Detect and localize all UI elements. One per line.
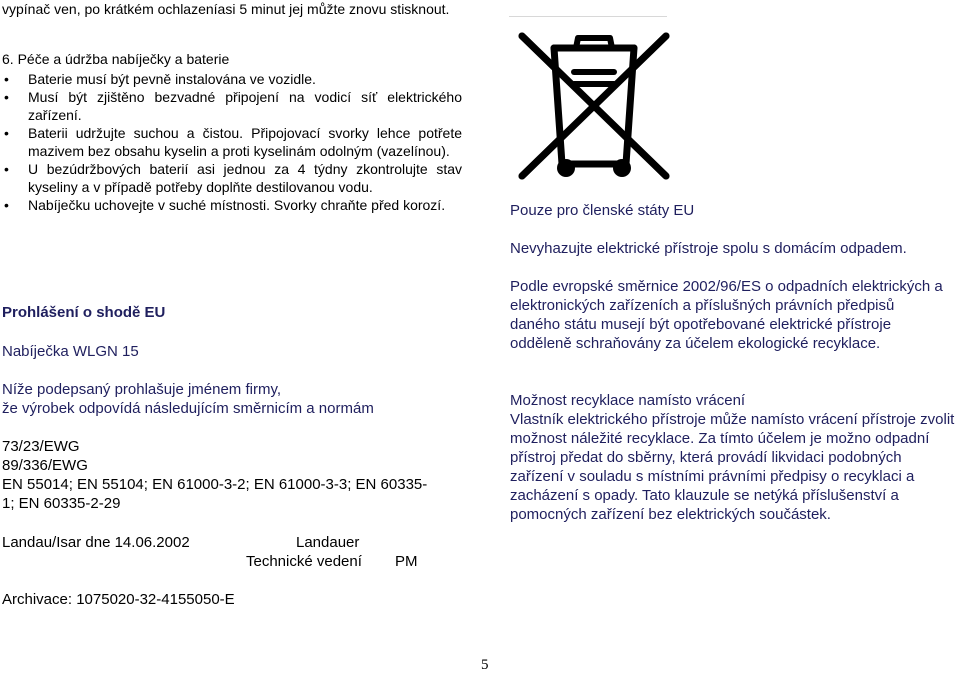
recycling-heading: Možnost recyklace namísto vrácení (510, 392, 746, 409)
archive-number: Archivace: 1075020-32-4155050-E (2, 591, 235, 608)
page-number: 5 (481, 657, 489, 673)
care-bullet-list (2, 70, 462, 214)
directive-paragraph: Podle evropské směrnice 2002/96/ES o odpadních elektrických a elektronických zařízeních a příslušných právních předpisů daného státu musejí být opotřebované elektrické přístroje odděleně schraňovány za účelem ekologické recyklace. (510, 278, 943, 352)
place-date: Landau/Isar dne 14.06.2002 (2, 534, 190, 551)
list-item: • Baterie musí být pevně instalována ve vozidle. (2, 70, 462, 88)
divider (509, 16, 667, 17)
list-item: • Musí být zjištěno bezvadné připojení na vodicí síť elektrického zařízení. (2, 88, 462, 124)
signatory-line-1: Níže podepsaný prohlašuje jménem firmy, (2, 381, 282, 398)
product-name: Nabíječka WLGN 15 (2, 343, 139, 360)
list-item: • Nabíječku uchovejte v suché místnosti. Svorky chraňte před korozí. (2, 196, 462, 214)
recycling-paragraph: Vlastník elektrického přístroje může namísto vrácení přístroje zvolit možnost náležité recyklace. Za tímto účelem je možno odpadní přístroj předat do sběrny, která provádí likvidaci podobných zařízení v souladu s místními právními předpisy o recyklaci a zacházení s opady. Tato klauzule se netýká příslušenství a pomocných zařízení bez elektrických součástek. (510, 411, 955, 523)
standards-list: EN 55014; EN 55104; EN 61000-3-2; EN 61000-3-3; EN 60335-1; EN 60335-2-29 (2, 476, 428, 512)
declaration-title: Prohlášení o shodě EU (2, 304, 166, 321)
no-household-waste-note: Nevyhazujte elektrické přístroje spolu s domácím odpadem. (510, 240, 907, 257)
intro-text: vypínač ven, po krátkém ochlazeníasi 5 minut jej můžte znovu stisknout. (2, 1, 450, 17)
directive-1: 73/23/EWG (2, 438, 80, 455)
signer-initials: PM (395, 553, 418, 570)
signatory-line-2: že výrobek odpovídá následujícím směrnicím a normám (2, 400, 374, 417)
section-heading: 6. Péče a údržba nabíječky a baterie (2, 51, 230, 67)
crossed-out-wheelie-bin-icon (518, 32, 670, 180)
signer-name: Landauer (296, 534, 360, 551)
signer-role: Technické vedení (246, 553, 362, 570)
eu-only-note: Pouze pro členské státy EU (510, 202, 695, 219)
directive-2: 89/336/EWG (2, 457, 88, 474)
list-item: • Baterii udržujte suchou a čistou. Připojovací svorky lehce potřete mazivem bez obsahu kyselin a proti kyselinám odolným (vazelínou). (2, 124, 462, 160)
list-item: • U bezúdržbových baterií asi jednou za 4 týdny zkontrolujte stav kyseliny a v případě potřeby doplňte destilovanou vodu. (2, 160, 462, 196)
